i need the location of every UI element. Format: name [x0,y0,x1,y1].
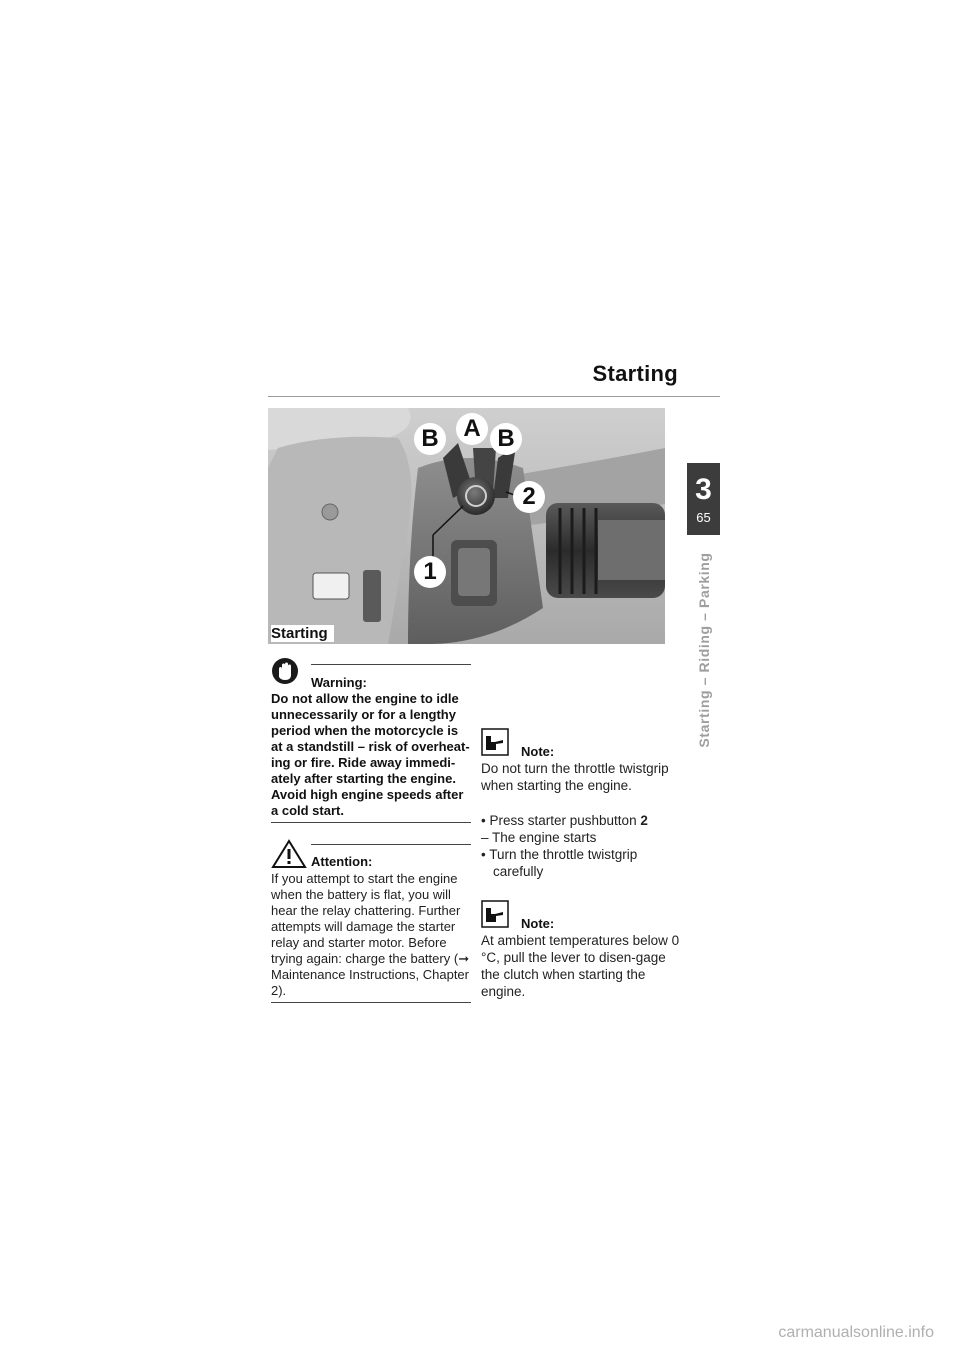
callout-label-b-left: B [414,423,446,455]
handlebar-switch-illustration [268,408,665,644]
attention-box [271,839,471,1003]
reference-arrow-icon: ➞ [458,951,470,966]
chapter-side-label: Starting – Riding – Parking [696,552,712,748]
warning-text: Do not allow the engine to idle unnecessarily or for a lengthy period when the motorcycle is at a standstill – risk of overheat-ing or fire. Ride away immedi-ately after starting the engine. Avoid high engine speeds after a cold start. [271,691,470,818]
header-divider [268,396,720,397]
figure-caption: Starting [271,625,334,642]
warning-bottom-rule [271,822,471,823]
attention-text: If you attempt to start the engine when the battery is flat, you will hear the relay chattering. Further attempts will damage the starter relay and starter motor. Before trying again: charge the battery (➞ Maintenance Instructions, Chapter 2). [271,871,470,998]
callout-label-a: A [456,413,488,445]
warning-triangle-icon [271,839,307,874]
note-box-throttle [481,728,686,794]
note-title: Note: [521,744,555,759]
pointing-hand-icon [481,728,509,761]
note-text: Do not turn the throttle twistgrip when starting the engine. [481,761,669,793]
steps-list [481,812,686,880]
starting-steps [481,812,686,880]
attention-text-main: If you attempt to start the engine when the battery is flat, you will hear the relay chattering. Further attempts will damage the starter relay and starter motor. Before trying again: charge the battery [271,871,461,966]
attention-bottom-rule [271,1002,471,1003]
list-item: • Press starter pushbutton 2 [481,813,648,828]
chapter-number: 3 [695,473,712,506]
attention-top-rule [311,844,471,845]
warning-box [271,657,471,823]
pointing-hand-icon [481,900,509,933]
hand-stop-icon [271,657,299,690]
note-box-clutch [481,900,686,1000]
attention-title: Attention: [311,854,373,869]
note-title: Note: [521,916,555,931]
callout-label-2: 2 [513,481,545,513]
page-number: 65 [696,510,711,525]
chapter-tab [687,463,720,535]
attention-reference-link[interactable]: Maintenance Instructions, Chapter 2). [271,967,469,998]
callout-label-1: 1 [414,556,446,588]
list-item: – The engine starts [481,830,597,845]
warning-title: Warning: [311,675,367,690]
warning-top-rule [311,664,471,665]
watermark: carmanualsonline.info [778,1324,934,1341]
page-title: Starting [592,361,678,386]
list-item: • Turn the throttle twistgrip carefully [481,847,638,879]
callout-label-b-right: B [490,423,522,455]
note-text: At ambient temperatures below 0 °C, pull the lever to disen-gage the clutch when starting the engine. [481,933,680,999]
